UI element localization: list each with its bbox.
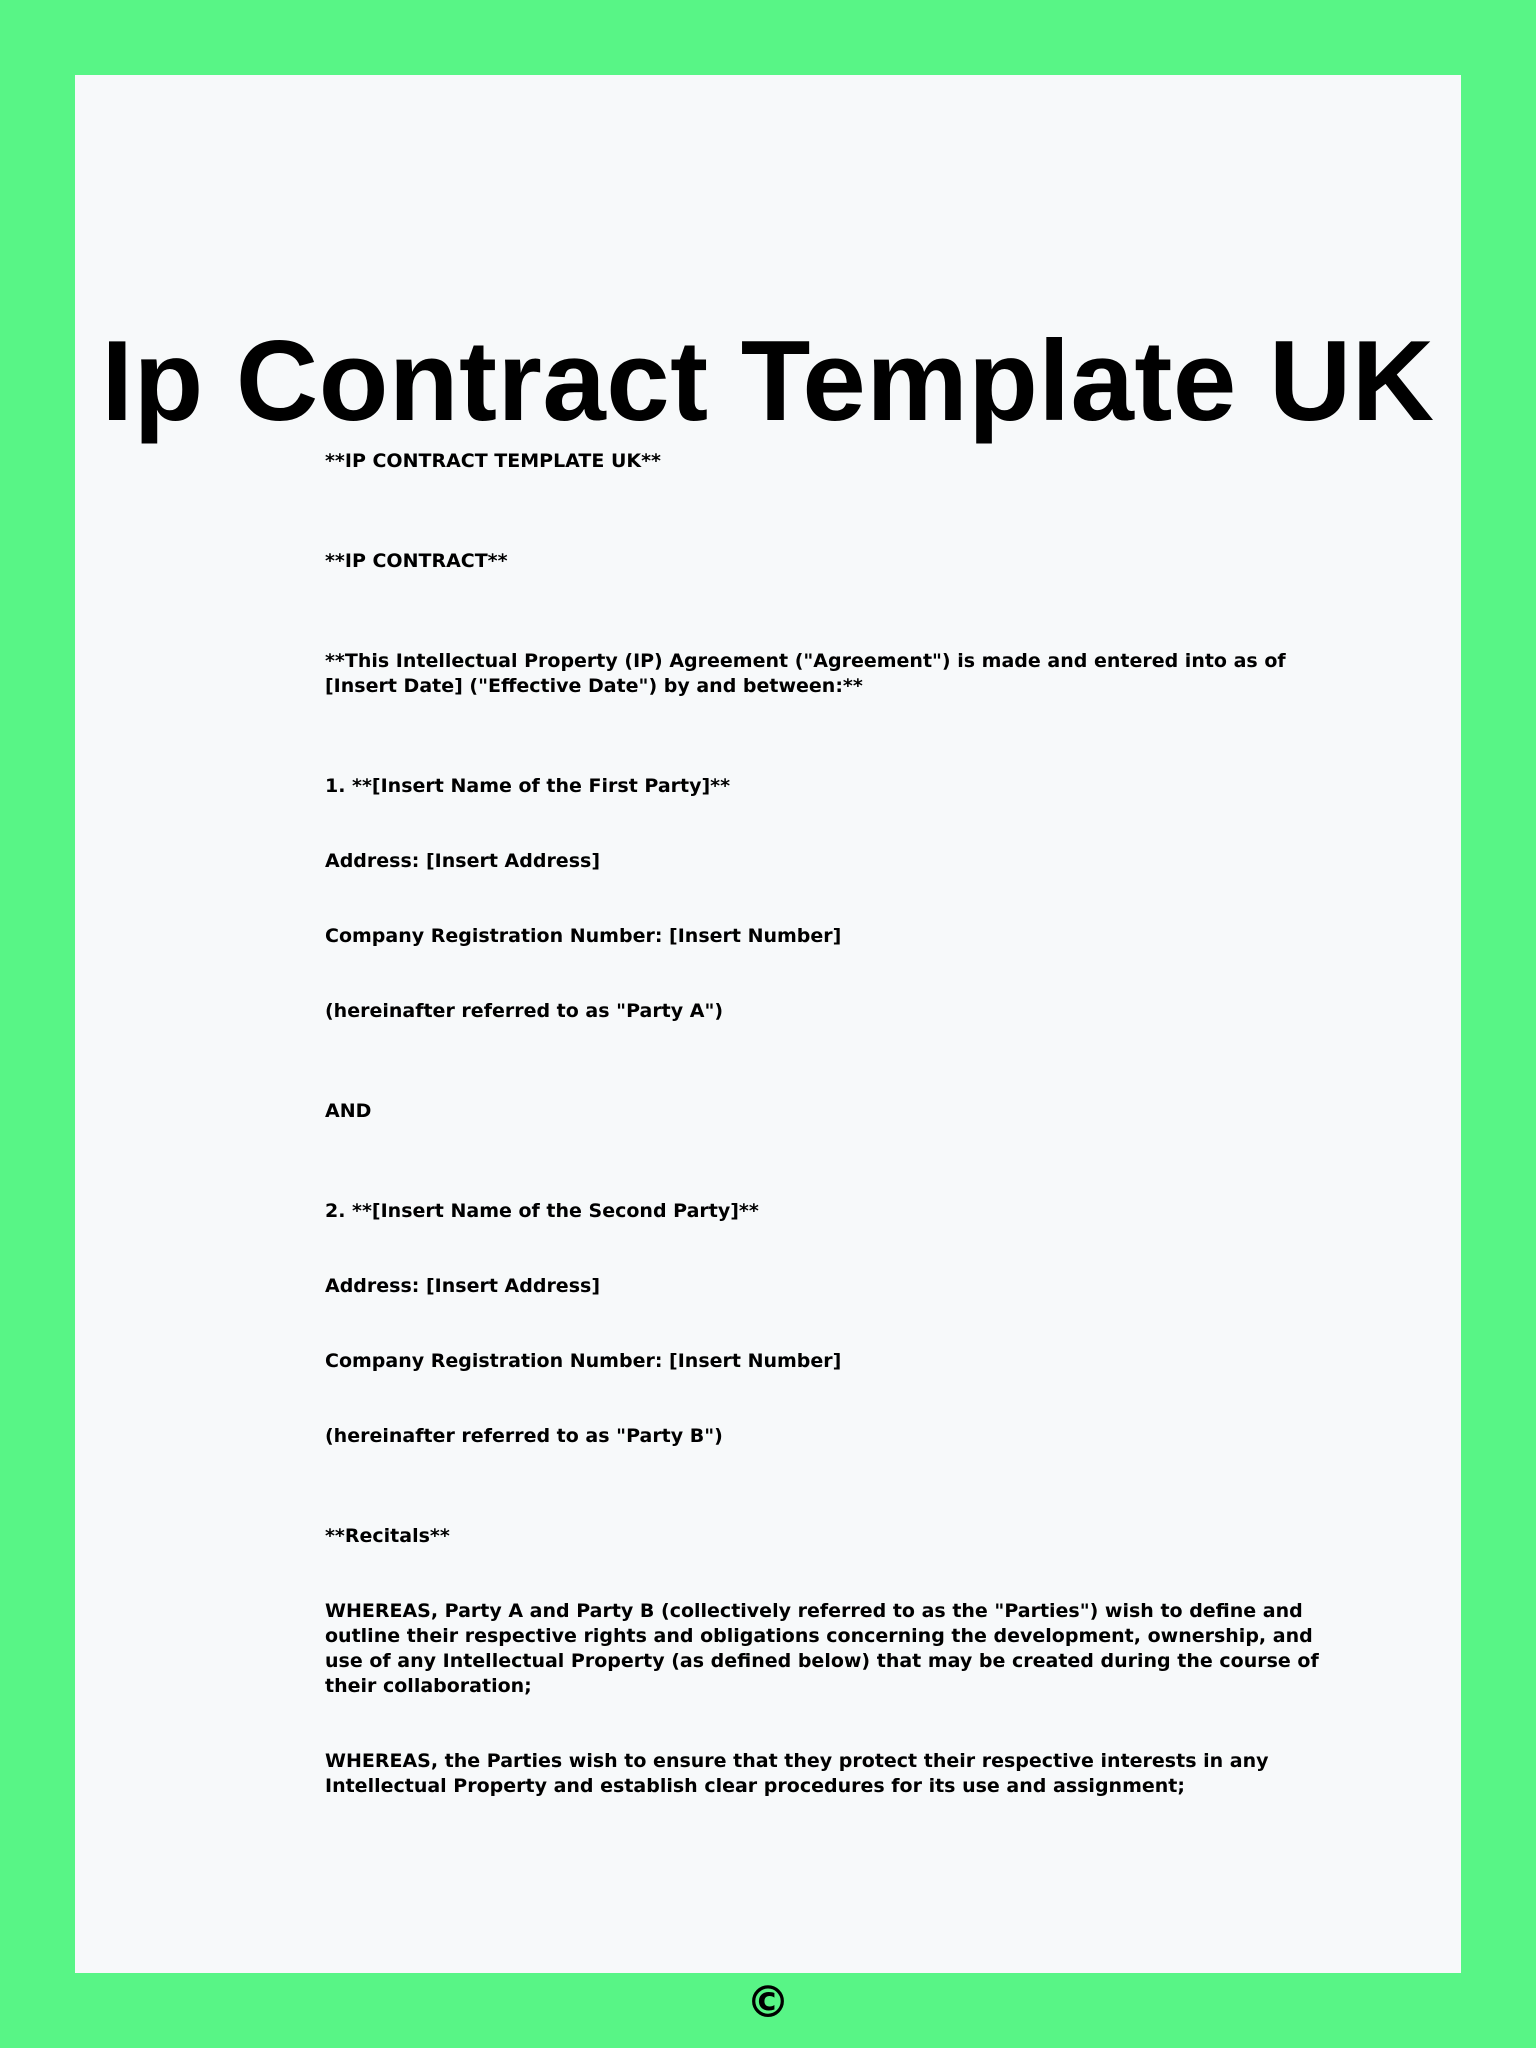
recitals-heading: **Recitals** [325,1525,450,1547]
second-party-reference: (hereinafter referred to as "Party B") [325,1425,723,1447]
document-page [75,75,1461,2028]
recital-second: WHEREAS, the Parties wish to ensure that they protect their respective interests in any Intellectual Property and establish clear procedures for its use and assignment; [325,1750,1269,1797]
second-party-address: Address: [Insert Address] [325,1275,600,1297]
first-party-reference: (hereinafter referred to as "Party A") [325,1000,724,1022]
agreement-intro: **This Intellectual Property (IP) Agreement ("Agreement") is made and entered into as of [Insert Date] ("Effective Date") by and between:** [325,650,1286,697]
second-party-name: 2. **[Insert Name of the Second Party]** [325,1200,759,1222]
first-party-name: 1. **[Insert Name of the First Party]** [325,775,731,797]
and-separator: AND [325,1100,372,1122]
recital-first: WHEREAS, Party A and Party B (collectively referred to as the "Parties") wish to define and outline their respective rights and obligations concerning the development, ownership, and use of any Intellectual Property (as defined below) that may be created during the course of their collaboration; [325,1600,1319,1697]
first-party-address: Address: [Insert Address] [325,850,600,872]
heading-template: **IP CONTRACT TEMPLATE UK** [325,450,661,472]
first-party-registration: Company Registration Number: [Insert Number] [325,925,842,947]
second-party-registration: Company Registration Number: [Insert Number] [325,1350,842,1372]
copyright-icon: © [746,1977,790,2028]
heading-contract: **IP CONTRACT** [325,550,508,572]
document-title: Ip Contract Template UK [101,318,1435,445]
